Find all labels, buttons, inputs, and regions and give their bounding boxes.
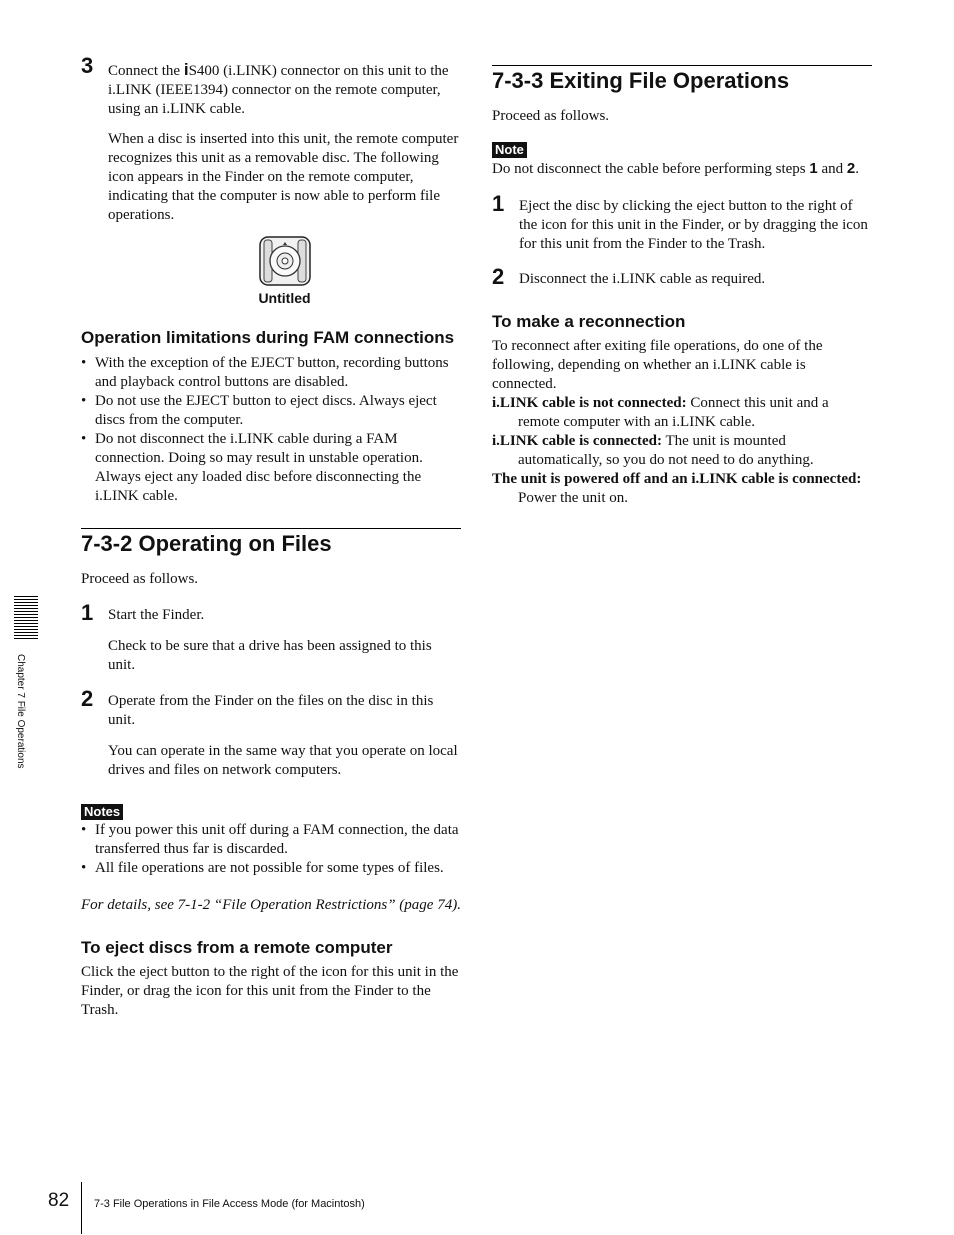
step-number: 2	[492, 264, 505, 289]
notes-tag: Notes	[81, 804, 123, 820]
step-1-text: Start the Finder.	[108, 607, 205, 623]
list-item: • Do not disconnect the i.LINK cable during a FAM connection. Doing so may result in unstable operation. Always eject any loaded disc before disconnecting the i.LINK cable.	[81, 430, 461, 506]
list-item: • All file operations are not possible for some types of files.	[81, 859, 461, 878]
limitations-list	[81, 354, 461, 506]
step-3	[81, 55, 461, 307]
eject-heading: To eject discs from a remote computer	[81, 938, 393, 957]
reconnect-item: i.LINK cable is connected: The unit is mounted automatically, so you do not need to do anything.	[492, 433, 814, 468]
section-intro: Proceed as follows.	[492, 108, 610, 124]
footer-divider	[81, 1182, 82, 1234]
ilink-logo-icon: i	[183, 60, 189, 79]
running-footer: 7-3 File Operations in File Access Mode (for Macintosh)	[94, 1198, 365, 1210]
page-number: 82	[48, 1190, 70, 1211]
chapter-side-label: Chapter 7 File Operations	[15, 654, 26, 769]
step-2-subtext: You can operate in the same way that you operate on local drives and files on network computers.	[108, 743, 458, 778]
step-1-subtext: Check to be sure that a drive has been assigned to this unit.	[108, 638, 432, 673]
limitations-heading: Operation limitations during FAM connections	[81, 328, 455, 347]
removable-disk-icon	[258, 235, 312, 287]
list-item: • If you power this unit off during a FAM connection, the data transferred thus far is discarded.	[81, 821, 461, 859]
note-tag: Note	[492, 142, 527, 158]
step-number: 1	[81, 600, 94, 625]
right-column	[492, 55, 872, 508]
left-column	[81, 55, 461, 1020]
reconnect-item: i.LINK cable is not connected: Connect this unit and a remote computer with an i.LINK cable.	[492, 395, 829, 430]
section-title-7-3-2: 7-3-2 Operating on Files	[81, 528, 461, 558]
step-2-text: Disconnect the i.LINK cable as required.	[519, 271, 766, 287]
disk-icon-label: Untitled	[258, 290, 311, 306]
section-title-7-3-3: 7-3-3 Exiting File Operations	[492, 65, 872, 95]
step-3-text: Connect the iS400 (i.LINK) connector on this unit to the i.LINK (IEEE1394) connector on the remote computer, using an i.LINK cable.	[108, 60, 449, 117]
step-2	[81, 688, 461, 780]
step-1-text: Eject the disc by clicking the eject button to the right of the icon for this unit in the Finder, or by dragging the icon for this unit from the Finder to the Trash.	[519, 198, 868, 252]
section-intro: Proceed as follows.	[81, 571, 199, 587]
eject-text: Click the eject button to the right of the icon for this unit in the Finder, or drag the icon for this unit from the Finder to the Trash.	[81, 964, 459, 1018]
list-item: • With the exception of the EJECT button, recording buttons and playback control buttons are disabled.	[81, 354, 461, 392]
finder-disk-icon-block	[108, 235, 461, 307]
step-3-paragraph: When a disc is inserted into this unit, the remote computer recognizes this unit as a removable disc. The following icon appears in the Finder on the remote computer, indicating that the computer is now able to perform file operations.	[108, 131, 459, 223]
chapter-tab-marker	[14, 596, 38, 640]
step-number: 3	[81, 53, 94, 78]
note-text: Do not disconnect the cable before performing steps 1 and 2.	[492, 160, 860, 177]
step-2-text: Operate from the Finder on the files on the disc in this unit.	[108, 693, 434, 728]
reconnect-item: The unit is powered off and an i.LINK cable is connected: Power the unit on.	[492, 471, 862, 506]
reconnect-heading: To make a reconnection	[492, 312, 686, 331]
step-2	[492, 266, 872, 289]
list-item: • Do not use the EJECT button to eject discs. Always eject discs from the computer.	[81, 392, 461, 430]
cross-reference: For details, see 7-1-2 “File Operation Restrictions” (page 74).	[81, 897, 461, 913]
step-1	[81, 602, 461, 675]
notes-block	[81, 803, 461, 878]
step-number: 2	[81, 686, 94, 711]
step-number: 1	[492, 191, 505, 216]
step-1	[492, 193, 872, 254]
note-block	[492, 141, 872, 179]
reconnect-intro: To reconnect after exiting file operations, do one of the following, depending on whether an i.LINK cable is connected.	[492, 338, 823, 392]
notes-list	[81, 821, 461, 878]
